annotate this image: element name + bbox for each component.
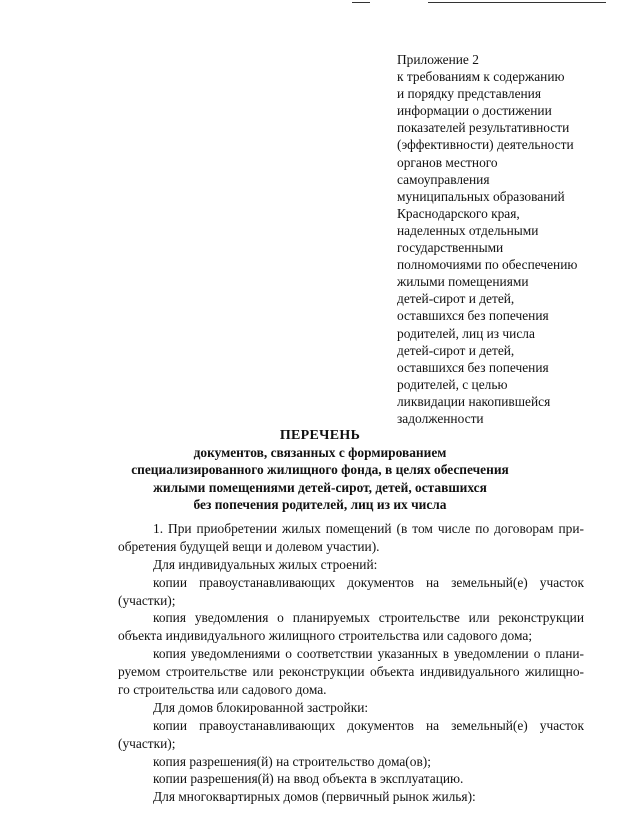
title-subtitle-line: без попечения родителей, лиц из их числа: [193, 496, 447, 512]
header-rule-left: [352, 2, 370, 3]
appendix-line: полномочиями по обеспечению: [397, 257, 578, 273]
appendix-line: органов местного: [397, 154, 498, 170]
body-line: копии правоустанавливающих документов на земельный(е) участок: [153, 717, 584, 733]
body-line: копия уведомлениями о соответствии указанных в уведомлении о плани-: [153, 646, 584, 662]
appendix-line: и порядку представления: [397, 86, 542, 102]
appendix-line: детей-сирот и детей,: [397, 342, 515, 358]
document-body: [118, 520, 584, 806]
appendix-line: Краснодарского края,: [397, 205, 520, 221]
appendix-line: задолженности: [397, 410, 484, 426]
body-line: го строительства или садового дома.: [118, 682, 327, 698]
title-subtitle-line: специализированного жилищного фонда, в целях обеспечения: [131, 462, 509, 478]
document-title: [0, 427, 640, 513]
appendix-line: муниципальных образований: [397, 188, 565, 204]
header-rule-right: [428, 2, 606, 3]
appendix-line: родителей, с целью: [397, 376, 508, 392]
title-subtitle-line: документов, связанных с формированием: [193, 445, 447, 461]
appendix-line: самоуправления: [397, 171, 490, 187]
appendix-line: информации о достижении: [397, 103, 552, 119]
body-line: (участки);: [118, 592, 176, 608]
appendix-line: (эффективности) деятельности: [397, 137, 574, 153]
appendix-line: детей-сирот и детей,: [397, 291, 515, 307]
appendix-line: оставшихся без попечения: [397, 308, 549, 324]
body-line: Для домов блокированной застройки:: [153, 699, 369, 715]
body-line: Для индивидуальных жилых строений:: [153, 556, 378, 572]
body-line: копия уведомления о планируемых строительстве или реконструкции: [153, 610, 584, 626]
appendix-line: наделенных отдельными: [397, 222, 539, 238]
appendix-line: показателей результативности: [397, 120, 570, 136]
appendix-line: жилыми помещениями: [397, 274, 529, 290]
appendix-line: родителей, лиц из числа: [397, 325, 535, 341]
body-line: Для многоквартирных домов (первичный рынок жилья):: [153, 789, 476, 805]
title-subtitle-line: жилыми помещениями детей-сирот, детей, оставшихся: [153, 479, 487, 495]
body-line: (участки);: [118, 735, 176, 751]
appendix-line: Приложение 2: [397, 52, 479, 67]
appendix-note: [397, 51, 633, 427]
body-line: объекта индивидуального жилищного строительства или садового дома;: [118, 628, 533, 644]
body-line: копии правоустанавливающих документов на земельный(е) участок: [153, 574, 584, 590]
appendix-line: к требованиям к содержанию: [397, 69, 565, 85]
appendix-line: ликвидации накопившейся: [397, 393, 551, 409]
title-heading: ПЕРЕЧЕНЬ: [279, 428, 361, 443]
body-line: обретения будущей вещи и долевом участии).: [118, 538, 380, 554]
body-line: 1. При приобретении жилых помещений (в том числе по договорам при-: [153, 521, 584, 536]
body-line: копии разрешения(й) на ввод объекта в эксплуатацию.: [153, 771, 464, 787]
body-line: руемом строительстве или реконструкции объекта индивидуального жилищно-: [118, 664, 584, 680]
appendix-line: государственными: [397, 240, 504, 256]
appendix-line: оставшихся без попечения: [397, 359, 549, 375]
body-line: копия разрешения(й) на строительство дома(ов);: [153, 753, 431, 769]
